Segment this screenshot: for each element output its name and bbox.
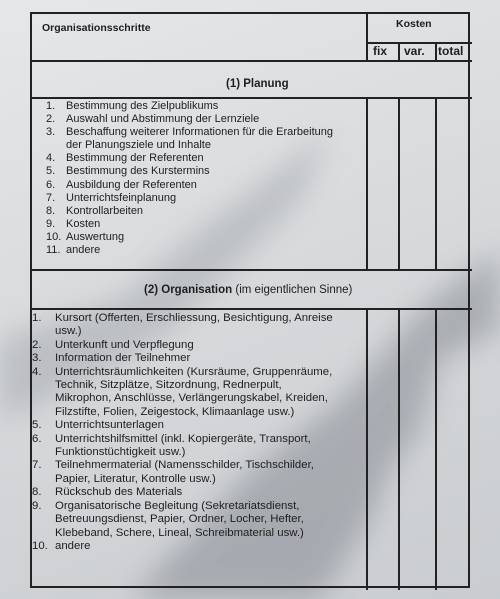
organisation-item-text: Organisatorische Begleitung (Sekretariatsdienst, Betreuungsdienst, Papier, Ordner, Locher, Hefter, Klebeband, Schere, Lineal, Schreibmaterial usw.) (55, 499, 304, 539)
organisation-item (32, 312, 364, 339)
organisation-item-number: 3. (32, 352, 42, 365)
organisation-item (32, 339, 364, 352)
planung-item (46, 205, 364, 218)
planung-item-number: 3. (46, 126, 56, 139)
planung-item (46, 152, 364, 165)
rule-s1-var (398, 98, 400, 269)
planung-list (46, 100, 364, 257)
planung-item-text: Unterrichtsfeinplanung (66, 191, 177, 204)
rule-s2-fix (366, 309, 368, 590)
organisation-item (32, 419, 364, 432)
column-total: total (438, 44, 464, 58)
planung-item-text: Auswahl und Abstimmung der Lernziele (66, 113, 260, 126)
organisation-item-number: 2. (32, 338, 42, 351)
planung-item (46, 100, 364, 113)
section-title-organisation-main: (2) Organisation (144, 284, 233, 296)
planung-item-number: 4. (46, 152, 56, 165)
organisation-item-number: 10. (32, 539, 48, 552)
planung-item (46, 113, 364, 126)
organisation-item-number: 1. (32, 312, 42, 324)
organisation-item (32, 459, 364, 486)
organisation-item-number: 7. (32, 459, 42, 472)
planung-item-number: 5. (46, 165, 56, 178)
organisation-item-number: 8. (32, 486, 42, 499)
planung-item-number: 8. (46, 204, 56, 217)
planung-item (46, 126, 364, 152)
planung-item-number: 6. (46, 178, 56, 191)
organisation-item-text: Unterrichtsräumlichkeiten (Kursräume, Gruppenräume, Technik, Sitzplätze, Sitzordnung, Rednerpult, Mikrophon, Anschlüsse, Verlängerungskabel, Kreiden, Filzstifte, Folien, Zeigestock, Klimaanlage usw.) (55, 365, 333, 418)
planung-item-text: Auswertung (66, 230, 125, 243)
planung-item-text: Ausbildung der Referenten (66, 178, 197, 191)
section-title-organisation (144, 284, 352, 297)
rule-s1-title-bottom (32, 97, 472, 99)
planung-item-text: andere (66, 244, 101, 257)
rule-s1-total (435, 98, 437, 269)
planung-item (46, 179, 364, 192)
planung-item-number: 9. (46, 217, 56, 230)
cost-form (30, 12, 470, 588)
organisation-item-text: andere (55, 539, 91, 552)
rule-s1-fix (366, 98, 368, 269)
column-title-costs: Kosten (396, 18, 432, 30)
organisation-item-text: Unterkunft und Verpflegung (55, 338, 194, 351)
planung-item-number: 2. (46, 113, 56, 126)
planung-item-text: Bestimmung des Zielpublikums (66, 100, 219, 112)
rule-fix-left (366, 42, 368, 60)
planung-item-text: Bestimmung des Kurstermins (66, 165, 210, 178)
rule-header-bottom (32, 60, 472, 62)
rule-total-left (435, 42, 437, 60)
organisation-item (32, 500, 364, 540)
organisation-item (32, 366, 364, 420)
organisation-item (32, 540, 364, 553)
organisation-item-text: Information der Teilnehmer (55, 352, 191, 365)
planung-item-number: 1. (46, 100, 56, 112)
rule-s2-total (435, 309, 437, 590)
rule-s2-var (398, 309, 400, 590)
planung-item-number: 10. (46, 230, 62, 243)
column-var: var. (404, 44, 425, 58)
column-fix: fix (373, 44, 388, 58)
organisation-item-text: Rückschub des Materials (55, 486, 183, 499)
organisation-item-text: Unterrichtshilfsmittel (inkl. Kopiergeräte, Transport, Funktionstüchtigkeit usw.) (55, 432, 311, 459)
organisation-item-number: 4. (32, 365, 42, 378)
organisation-item (32, 352, 364, 365)
organisation-item-number: 6. (32, 432, 42, 445)
rule-s2-top (32, 269, 472, 271)
planung-item-text: Kontrollarbeiten (66, 204, 144, 217)
organisation-list (32, 312, 364, 553)
organisation-item-text: Kursort (Offerten, Erschliessung, Besichtigung, Anreise usw.) (55, 312, 333, 338)
planung-item-number: 11. (46, 244, 61, 257)
planung-item (46, 218, 364, 231)
section-title-organisation-sub: (im eigentlichen Sinne) (235, 284, 353, 296)
rule-var-left (398, 42, 400, 60)
planung-item (46, 192, 364, 205)
column-title-steps: Organisationsschritte (42, 22, 151, 34)
planung-item (46, 165, 364, 178)
organisation-item-text: Teilnehmermaterial (Namensschilder, Tischschilder, Papier, Literatur, Kontrolle usw.) (55, 459, 314, 485)
planung-item-text: Beschaffung weiterer Informationen für die Erarbeitung der Planungsziele und Inhalte (66, 126, 334, 152)
planung-item-text: Kosten (66, 217, 101, 230)
planung-item-number: 7. (46, 191, 56, 204)
planung-item (46, 244, 364, 257)
rule-s2-title-bottom (32, 308, 472, 310)
organisation-item-number: 9. (32, 499, 42, 512)
organisation-item (32, 486, 364, 499)
planung-item (46, 231, 364, 244)
planung-item-text: Bestimmung der Referenten (66, 152, 204, 165)
organisation-item-number: 5. (32, 419, 42, 432)
section-title-planung: (1) Planung (226, 78, 289, 90)
organisation-item-text: Unterrichtsunterlagen (55, 419, 164, 432)
organisation-item (32, 433, 364, 460)
